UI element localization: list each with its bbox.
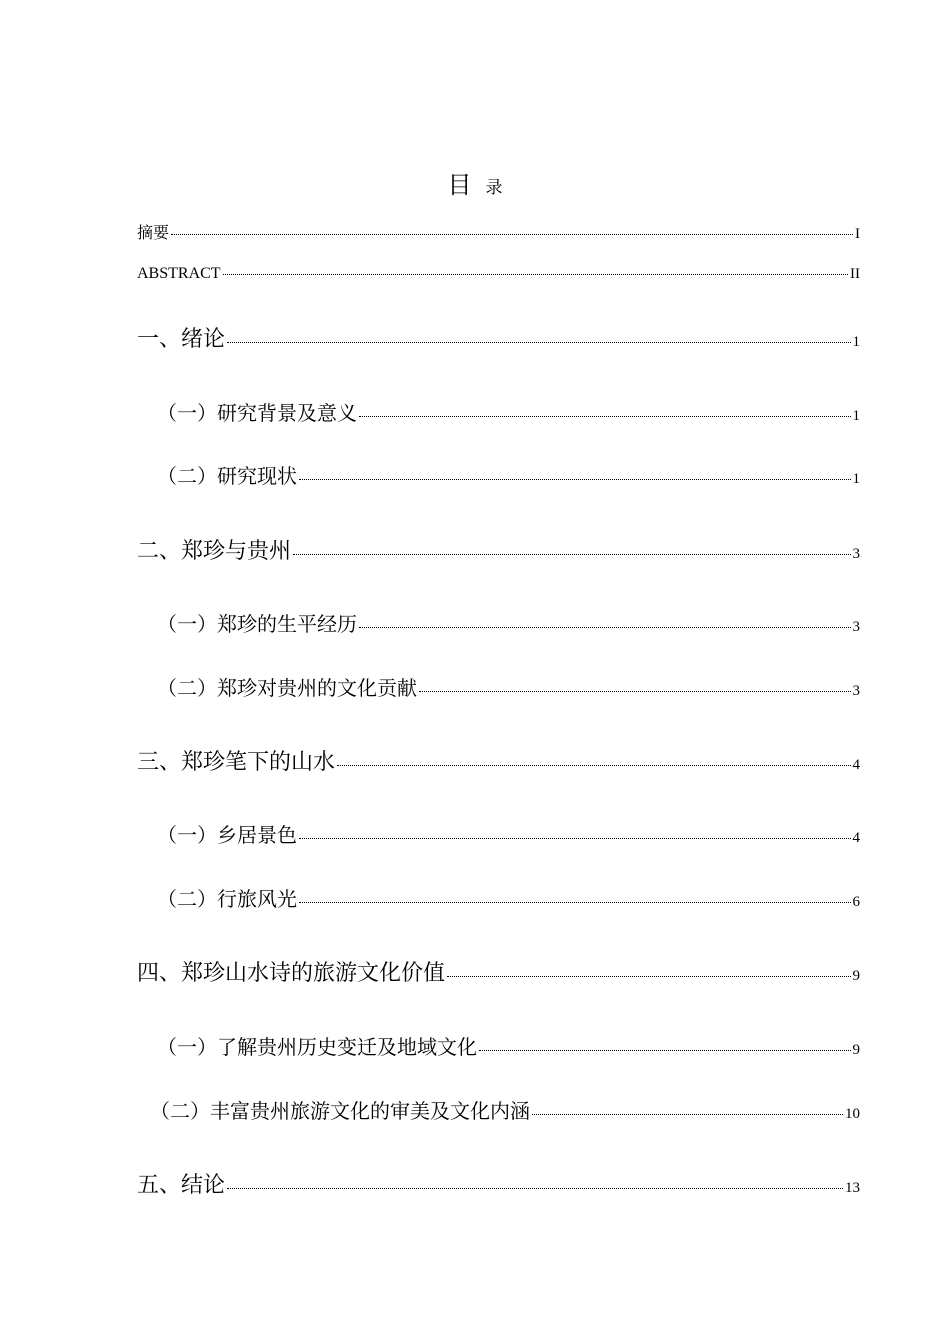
toc-page-number: 6 [852,894,860,910]
toc-entry-label: （一）郑珍的生平经历 [157,612,357,636]
toc-entry-chapter-2[interactable] [137,534,860,565]
toc-leader [227,342,850,343]
toc-page-number: 9 [852,968,860,984]
toc-page-number: 3 [852,546,860,562]
toc-entry-label: 一、绪论 [137,327,226,352]
toc-page-number: II [850,266,860,282]
toc-leader [223,274,848,275]
toc-page-number: 10 [845,1106,860,1122]
toc-entry-label: （二）研究现状 [157,464,297,488]
toc-page-number: 4 [852,757,860,773]
toc-leader [299,479,851,480]
toc-leader [359,627,851,628]
toc-entry-label: （二）丰富贵州旅游文化的审美及文化内涵 [150,1099,530,1123]
toc-leader [293,554,850,555]
toc-leader [479,1050,851,1051]
toc-entry-chapter-3[interactable] [137,745,860,776]
toc-entry-label: 五、结论 [137,1173,226,1198]
toc-heading-sub: 录 [485,178,503,198]
toc-entry-section-3-2[interactable] [157,883,860,912]
toc-page-number: 13 [845,1180,860,1196]
toc-leader [299,902,851,903]
toc-entry-label: （二）行旅风光 [157,887,297,911]
toc-page-number: 4 [852,830,860,846]
toc-entry-label: 摘要 [137,223,170,242]
toc-entry-abstract-cn[interactable] [137,220,860,243]
toc-entry-chapter-5[interactable] [137,1168,860,1199]
toc-entry-section-1-1[interactable] [157,397,860,426]
toc-entry-section-3-1[interactable] [157,819,860,848]
toc-page-number: 1 [852,471,860,487]
toc-entry-label: 二、郑珍与贵州 [137,539,292,564]
toc-leader [447,976,850,977]
toc-leader [171,234,853,235]
toc-entry-chapter-1[interactable] [137,322,860,353]
toc-entry-section-4-2[interactable] [150,1095,860,1124]
toc-entry-abstract-en[interactable] [137,265,860,283]
toc-entry-label: （二）郑珍对贵州的文化贡献 [157,676,417,700]
toc-entry-section-2-1[interactable] [157,608,860,637]
toc-page-number: 3 [852,619,860,635]
toc-page-number: 9 [852,1042,860,1058]
toc-entry-section-1-2[interactable] [157,460,860,489]
toc-leader [227,1188,843,1189]
toc-page-number: 1 [852,408,860,424]
toc-entry-label: ABSTRACT [137,265,221,282]
toc-entry-section-2-2[interactable] [157,672,860,701]
toc-leader [359,416,851,417]
toc-entry-chapter-4[interactable] [137,956,860,987]
toc-entry-label: （一）乡居景色 [157,823,297,847]
toc-page-number: 3 [852,683,860,699]
toc-entry-section-4-1[interactable] [157,1031,860,1060]
toc-leader [299,838,851,839]
toc-entry-label: 四、郑珍山水诗的旅游文化价值 [137,961,446,986]
toc-page-number: I [855,226,860,242]
toc-entry-label: （一）研究背景及意义 [157,401,357,425]
toc-leader [337,765,850,766]
toc-leader [419,691,851,692]
toc-leader [532,1114,843,1115]
toc-page-number: 1 [852,334,860,350]
toc-entry-label: （一）了解贵州历史变迁及地域文化 [157,1035,477,1059]
toc-heading-main: 目 [447,171,472,199]
toc-entry-label: 三、郑珍笔下的山水 [137,750,336,775]
